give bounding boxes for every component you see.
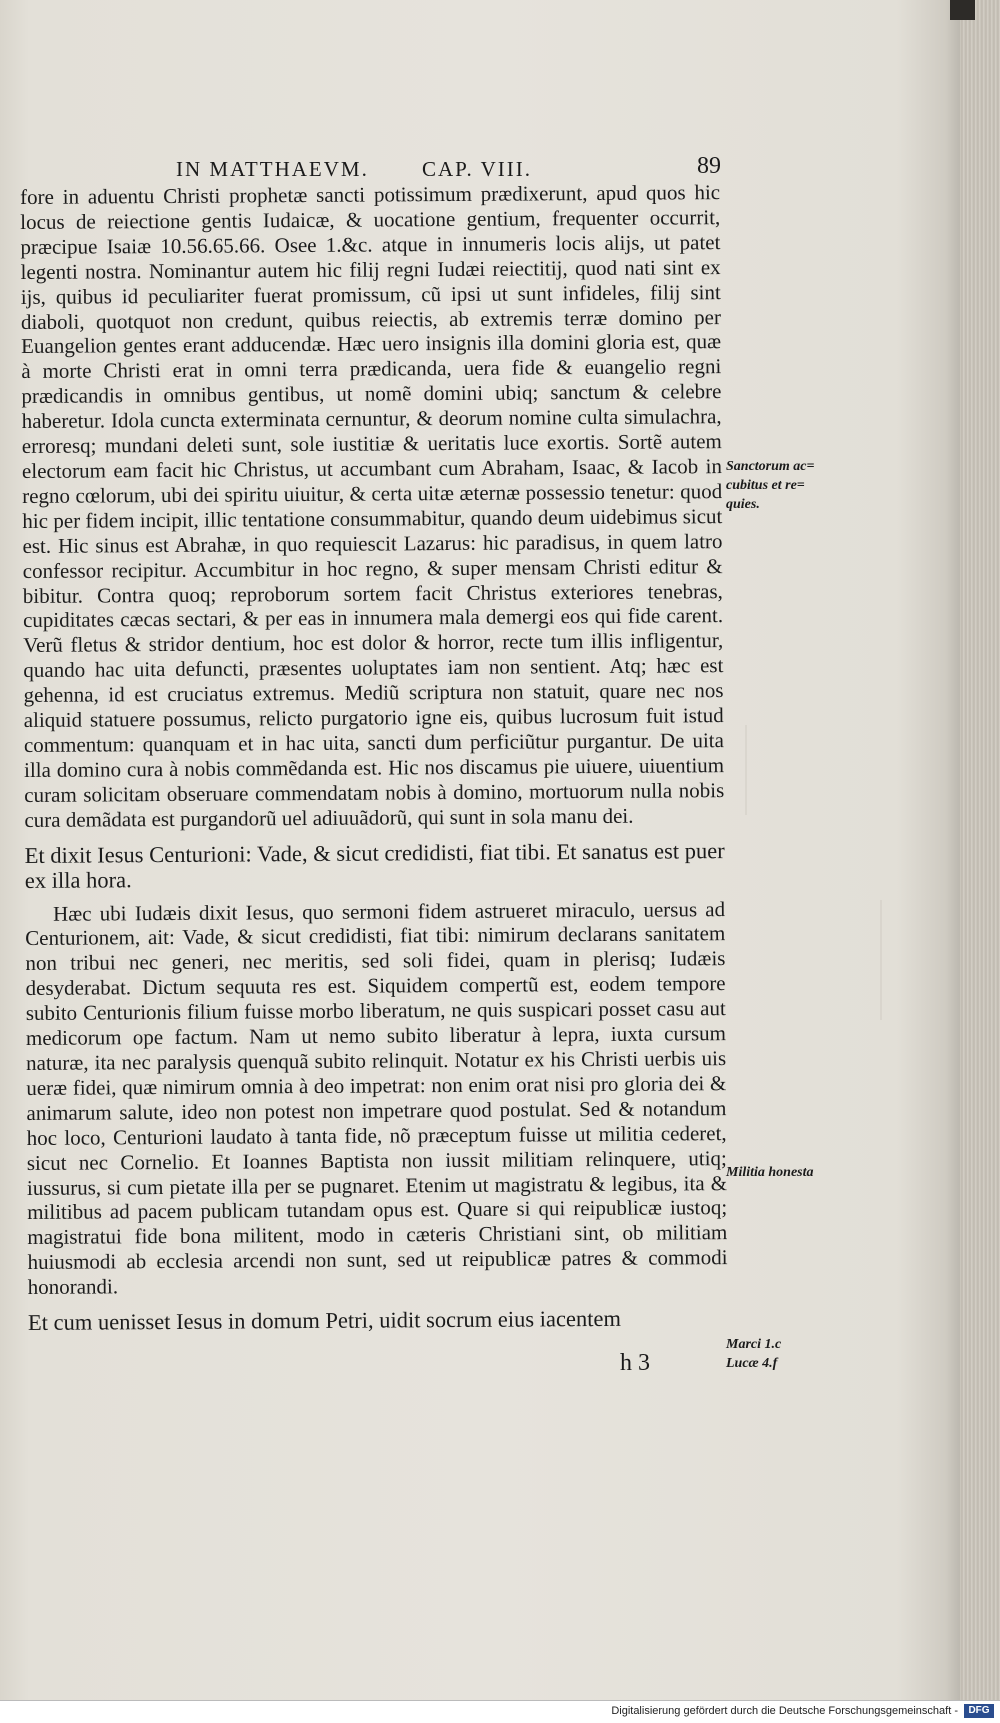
running-title: IN MATTHAEVM. [176, 157, 369, 181]
digitization-footer [0, 1700, 1000, 1723]
marginal-note-sanctorum: Sanctorum ac= cubitus et re= quies. [726, 459, 815, 512]
footer-credit: Digitalisierung gefördert durch die Deutsche Forschungsgemeinschaft - [611, 1705, 958, 1717]
marginal-note-references: Marci 1.c Lucæ 4.f [726, 1337, 782, 1371]
commentary-paragraph: Hæc ubi Iudæis dixit Iesus, quo sermoni fidem astrueret miraculo, uersus ad Centurionem, ait: Vade, & sicut credidisti, fiat tibi: nimirum declarans sanitatem non tribui nec generi, nec meritis, sed soli fidei, quam in plerisq; Iudæis desyderabat. Dictum sequuta res est. Siquidem compertũ est, eodem tempore subito Centurionis filium fuisse morbo liberatum, ne quis suspicari posset casu aut medicorum ope factum. Nam ut nemo subito liberatur à lepra, iuxta cursum naturæ, ita nec paralysis quenquã subito relinquit. Notatur ex his Christi uerbis uis ueræ fidei, quæ nimirum omnia à deo impetrat: non enim orat nisi pro gloria dei & animarum salute, ideo non potest non impetrare quod postulat. Sed & notandum hoc loco, Centurioni laudato à tanta fide, nõ præceptum fuisse ut militia cederet, sicut nec Cornelio. Et Ioannes Baptista non iussit militiam relinquere, utiq; iussurus, si cum pietate illa per se pugnaret. Etenim ut magistratu & legibus, ita & militibus ad pacem publicam tutandam opus est. Quare si qui reipublicæ iustoq; magistratui fide bona militent, modo in cæteris Christiani sint, ob militiam huiusmodi ab ecclesia arcendi non sunt, sed ut reipublicæ patres & commodi honorandi. [25, 896, 728, 1300]
main-text-block [20, 180, 728, 1335]
scripture-lemma: Et cum uenisset Iesus in domum Petri, uidit socrum eius iacentem [27, 1305, 622, 1336]
page-edge-stack [960, 0, 1000, 1700]
chapter-heading: CAP. VIII. [422, 157, 533, 181]
scripture-lemma: Et dixit Iesus Centurioni: Vade, & sicut credidisti, fiat tibi. Et sanatus est puer ex illa hora. [24, 837, 725, 894]
show-through-bleed [745, 725, 807, 815]
show-through-bleed [880, 900, 890, 1020]
commentary-paragraph: fore in aduentu Christi prophetæ sancti potissimum prædixerunt, apud quos hic locus de reiectione gentis Iudaicæ, & uocatione gentium, frequenter occurrit, præcipue Isaiæ 10.56.65.66. Osee 1.&c. atque in innumeris locis alijs, ut patet legenti nostra. Nominantur autem hic filij regni Iudæi reiectitij, quod nati sint ex ijs, quibus id peculiariter fuerat promissum, cũ ipsi ut sunt infideles, filij sint diaboli, quotquot non credunt, quibus reiectis, ab extremis terræ domino per Euangelion gentes erant adducendæ. Hæc uero insignis illa domini gloria est, quæ à morte Christi erat in omni terra prædicanda, uera fide & euangelio regni prædicandis in omnibus gentibus, ut nomẽ domini ubiq; sanctum & celebre haberetur. Idola cuncta exterminata cernuntur, & deorum nomine culta simulachra, erroresq; mundani deleti sunt, sole iustitiæ & ueritatis luce exortis. Sortẽ autem electorum eam facit hic Christus, ut accumbant cum Abraham, Isaac, & Iacob in regno cœlorum, ubi dei spiritu uiuitur, & certa uitæ æternæ possessio tenetur: quod hic per fidem incipit, illic tentatione consummabitur, quando deum uidebimus sicut est. Hic sinus est Abrahæ, in quo requiescit Lazarus: hic paradisus, in quem latro confessor recipitur. Accumbitur in hoc regno, & super mensam Christi editur & bibitur. Contra quoq; reproborum sortem facit Christus exteriores tenebras, cupiditates cæcas sectari, & per eas in innumera mala demergi eos qui fide carent. Verũ fletus & stridor dentium, hoc est dolor & horror, recte tum illis infligentur, quando hac uita defuncti, præsentes uoluptates iam non sentient. Atq; hæc est gehenna, id est cruciatus extremus. Mediũ scriptura non statuit, quare nec nos aliquid statuere possumus, relicto purgatorio igne eis, quibus lucrosum fuit istud commentum: quanquam et in hac uita, sancti dum perficiũtur purgantur. De uita illa domino cura à nobis commẽdanda est. Hic nos discamus pie uiuere, uiuentium curam solicitam obseruare commendatam nobis à domino, mortuorum nulla nobis cura demãdata est purgandorũ uel adiuuãdorũ, qui sunt in sola manu dei. [20, 180, 725, 832]
running-header [176, 153, 721, 183]
marginal-note-militia: Militia honesta [726, 1165, 814, 1180]
dfg-logo: DFG [964, 1704, 994, 1718]
signature-mark: h 3 [620, 1350, 650, 1376]
folio-number: 89 [697, 153, 721, 179]
scan-background-corner [950, 0, 975, 20]
